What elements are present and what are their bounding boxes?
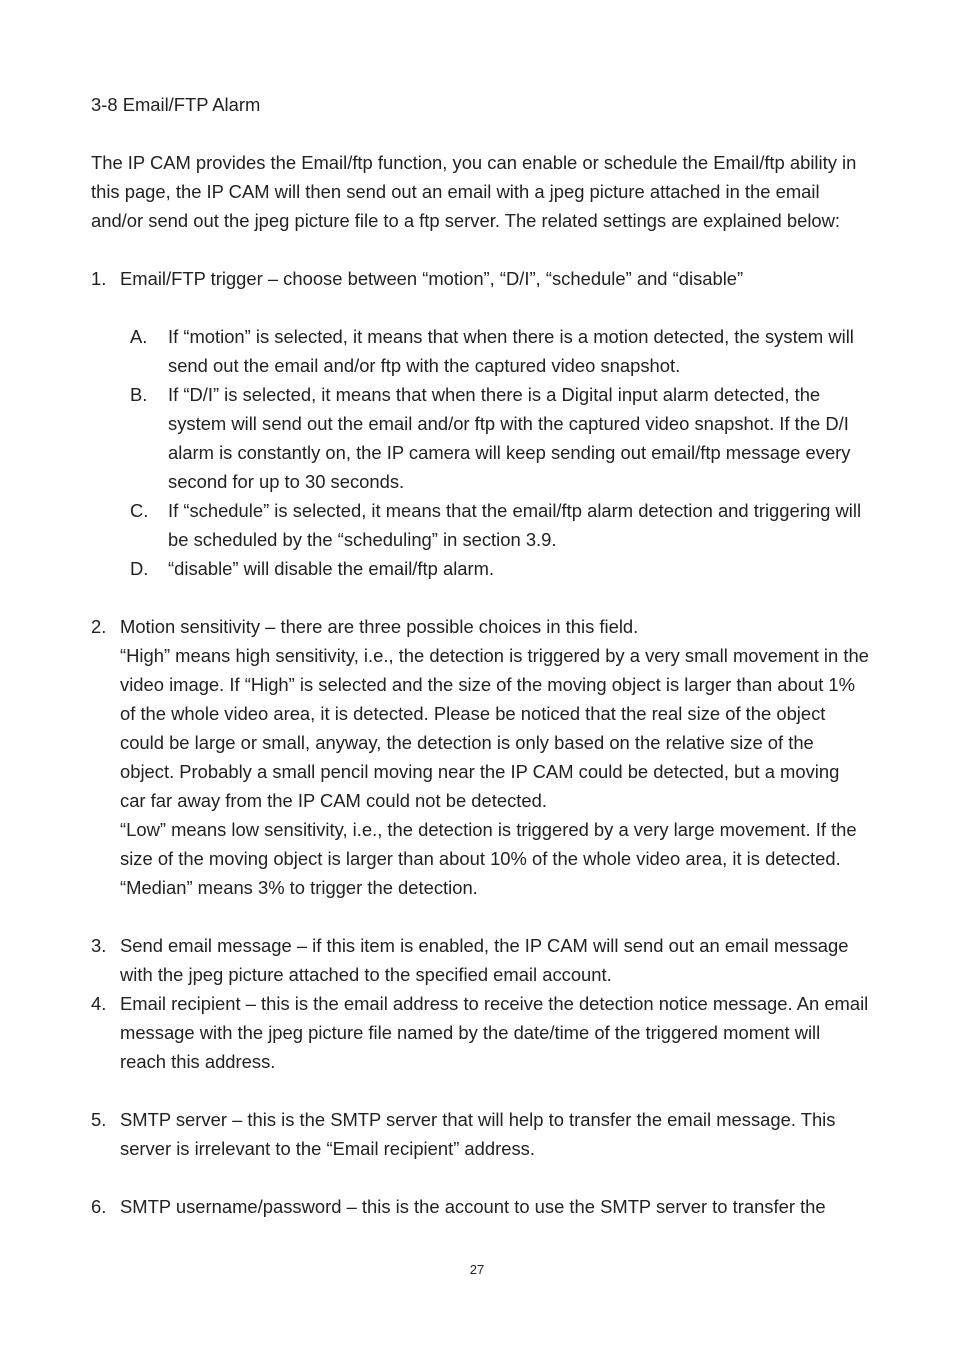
sub-item-text: If “motion” is selected, it means that when there is a motion detected, the system will send out the email and/or ftp with the captured video snapshot. bbox=[168, 326, 854, 376]
list-number: 5. bbox=[91, 1109, 107, 1130]
sub-item-text: “disable” will disable the email/ftp alarm. bbox=[168, 558, 495, 579]
sub-item-letter: D. bbox=[130, 558, 149, 579]
sub-item-c bbox=[91, 496, 869, 554]
sub-item-text: If “schedule” is selected, it means that the email/ftp alarm detection and triggering will be scheduled by the “scheduling” in section 3.9. bbox=[168, 500, 862, 550]
page-number: 27 bbox=[469, 1262, 485, 1277]
list-number: 6. bbox=[91, 1196, 107, 1217]
list-item-4 bbox=[91, 989, 869, 1076]
list-item-1 bbox=[91, 264, 869, 293]
list-number: 4. bbox=[91, 993, 107, 1014]
sub-item-d bbox=[91, 554, 869, 583]
section-heading: 3-8 Email/FTP Alarm bbox=[91, 94, 261, 115]
document-page bbox=[91, 90, 869, 1221]
spacer bbox=[91, 1163, 869, 1192]
spacer bbox=[91, 293, 869, 322]
list-item-2 bbox=[91, 612, 869, 902]
list-item-text: SMTP server – this is the SMTP server that will help to transfer the email message. This server is irrelevant to the “Email recipient” address. bbox=[120, 1109, 836, 1159]
list-item-text: Send email message – if this item is enabled, the IP CAM will send out an email message with the jpeg picture attached to the specified email account. bbox=[120, 935, 849, 985]
sub-item-letter: C. bbox=[130, 500, 149, 521]
sub-item-b bbox=[91, 380, 869, 496]
list-number: 3. bbox=[91, 935, 107, 956]
sub-item-a bbox=[91, 322, 869, 380]
list-item-text: SMTP username/password – this is the account to use the SMTP server to transfer the bbox=[120, 1196, 826, 1217]
high-sensitivity-text: “High” means high sensitivity, i.e., the detection is triggered by a very small movement in the video image. If “High” is selected and the size of the moving object is larger than about 1% of the whole video area, it is detected. Please be noticed that the real size of the object could be large or small, anyway, the detection is only based on the relative size of the object. Probably a small pencil moving near the IP CAM could be detected, but a moving car far away from the IP CAM could not be detected. bbox=[120, 645, 869, 811]
sub-item-letter: A. bbox=[130, 326, 148, 347]
sub-item-text: If “D/I” is selected, it means that when there is a Digital input alarm detected, the system will send out the email and/or ftp with the captured video snapshot. If the D/I alarm is constantly on, the IP camera will keep sending out email/ftp message every second for up to 30 seconds. bbox=[168, 384, 851, 492]
list-item-text: Email/FTP trigger – choose between “motion”, “D/I”, “schedule” and “disable” bbox=[120, 268, 744, 289]
list-number: 2. bbox=[91, 616, 107, 637]
list-number: 1. bbox=[91, 268, 107, 289]
list-item-5 bbox=[91, 1105, 869, 1163]
sub-item-letter: B. bbox=[130, 384, 148, 405]
spacer bbox=[91, 1076, 869, 1105]
low-sensitivity-text: “Low” means low sensitivity, i.e., the detection is triggered by a very large movement. If the size of the moving object is larger than about 10% of the whole video area, it is detected. “Median” means 3% to trigger the detection. bbox=[120, 819, 857, 898]
spacer bbox=[91, 902, 869, 931]
list-item-6 bbox=[91, 1192, 869, 1221]
intro-paragraph: The IP CAM provides the Email/ftp function, you can enable or schedule the Email/ftp ability in this page, the IP CAM will then send out an email with a jpeg picture attached in the email and/or send out the jpeg picture file to a ftp server. The related settings are explained below: bbox=[91, 152, 857, 231]
spacer bbox=[91, 583, 869, 612]
list-item-text: Email recipient – this is the email address to receive the detection notice message. An email message with the jpeg picture file named by the date/time of the triggered moment will reach this address. bbox=[120, 993, 869, 1072]
list-item-text: Motion sensitivity – there are three possible choices in this field. bbox=[120, 616, 639, 637]
list-item-3 bbox=[91, 931, 869, 989]
